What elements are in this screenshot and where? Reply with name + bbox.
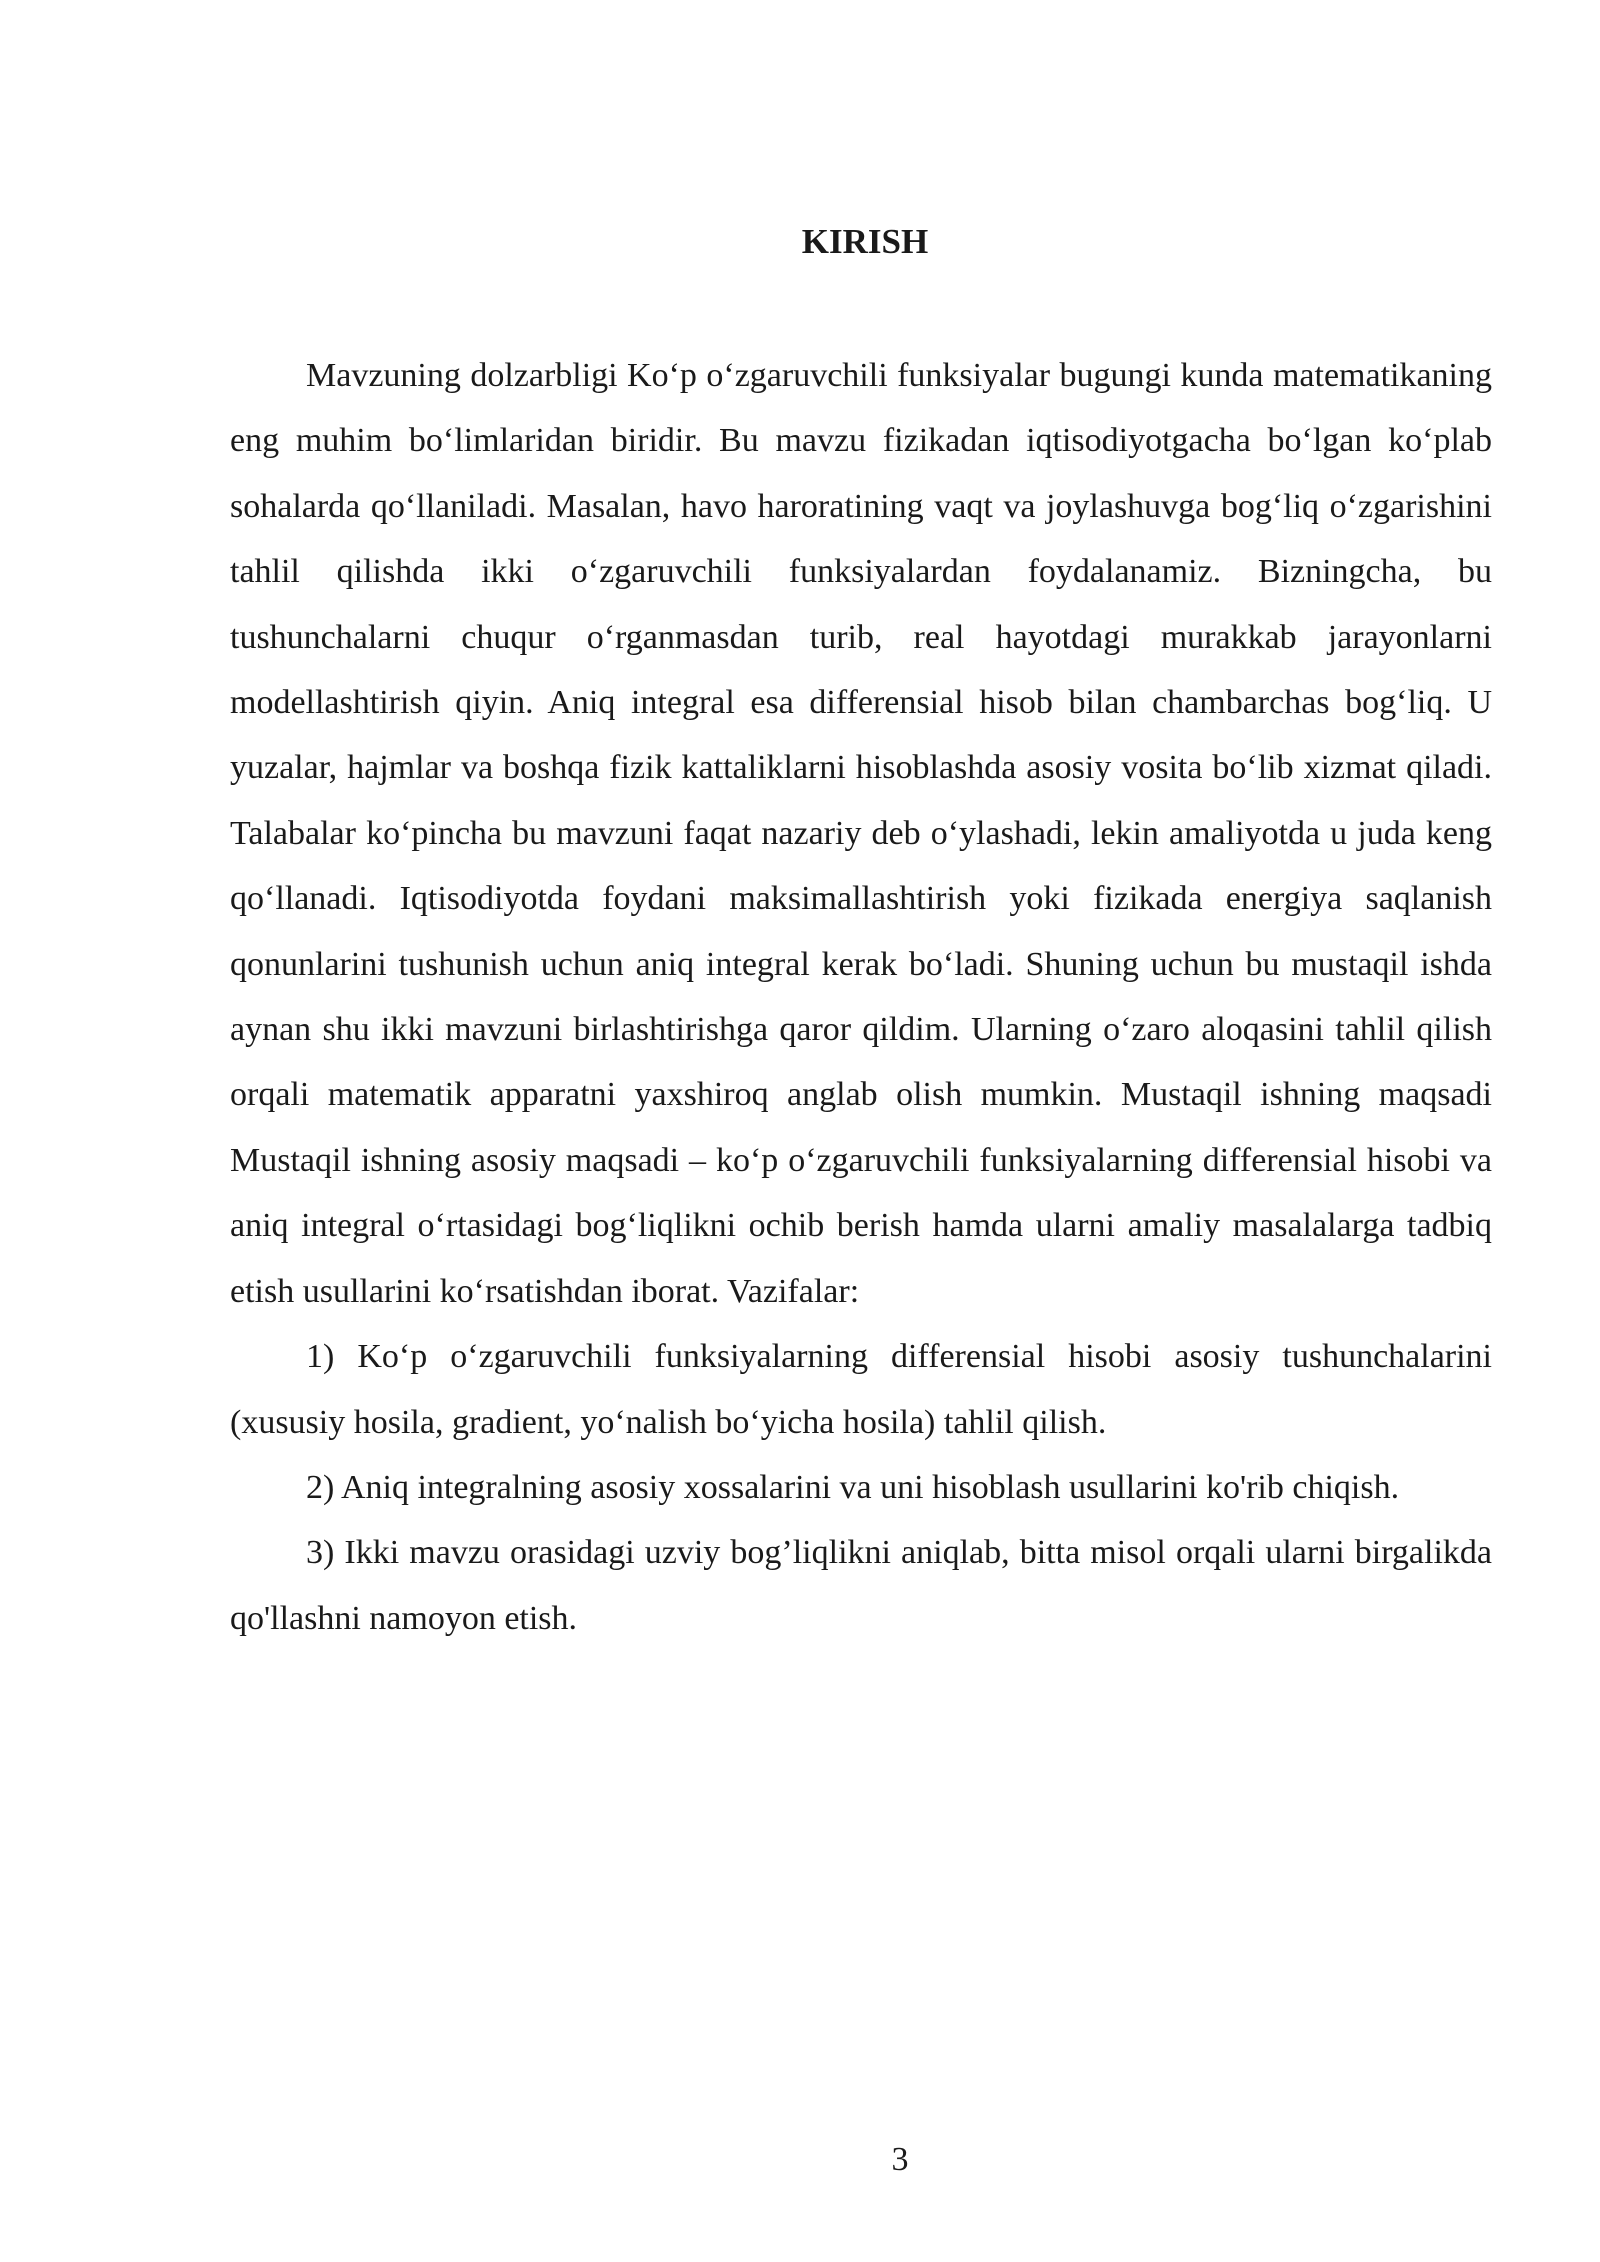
task-item-3: 3) Ikki mavzu orasidagi uzviy bog’liqlikni aniqlab, bitta misol orqali ularni birgalikda qo'llashni namoyon etish.	[230, 1534, 1492, 1637]
page-number: 3	[891, 2141, 909, 2178]
page-title: KIRISH	[801, 222, 929, 261]
task-item-2: 2) Aniq integralning asosiy xossalarini va uni hisoblash usullarini ko'rib chiqish.	[306, 1468, 1400, 1506]
intro-paragraph: Mavzuning dolzarbligi Ko‘p o‘zgaruvchili funksiyalar bugungi kunda matematikaning eng muhim bo‘limlaridan biridir. Bu mavzu fizikadan iqtisodiyotgacha bo‘lgan ko‘plab sohalarda qo‘llaniladi. Masalan, havo haroratining vaqt va joylashuvga bog‘liq o‘zgarishini tahlil qilishda ikki o‘zgaruvchili funksiyalardan foydalanamiz. Bizningcha, bu tushunchalarni chuqur o‘rganmasdan turib, real hayotdagi murakkab jarayonlarni modellashtirish qiyin. Aniq integral esa differensial hisob bilan chambarchas bog‘liq. U yuzalar, hajmlar va boshqa fizik kattaliklarni hisoblashda asosiy vosita bo‘lib xizmat qiladi. Talabalar ko‘pincha bu mavzuni faqat nazariy deb o‘ylashadi, lekin amaliyotda u juda keng qo‘llanadi. Iqtisodiyotda foydani maksimallashtirish yoki fizikada energiya saqlanish qonunlarini tushunish uchun aniq integral kerak bo‘ladi. Shuning uchun bu mustaqil ishda aynan shu ikki mavzuni birlashtirishga qaror qildim. Ularning o‘zaro aloqasini tahlil qilish orqali matematik apparatni yaxshiroq anglab olish mumkin. Mustaqil ishning maqsadi Mustaqil ishning asosiy maqsadi – ko‘p o‘zgaruvchili funksiyalarning differensial hisobi va aniq integral o‘rtasidagi bog‘liqlikni ochib berish hamda ularni amaliy masalalarga tadbiq etish usullarini ko‘rsatishdan iborat. Vazifalar:	[230, 357, 1492, 1310]
document-body	[230, 343, 1492, 1651]
task-item-1: 1) Ko‘p o‘zgaruvchili funksiyalarning differensial hisobi asosiy tushunchalarini (xususiy hosila, gradient, yo‘nalish bo‘yicha hosila) tahlil qilish.	[230, 1338, 1492, 1441]
